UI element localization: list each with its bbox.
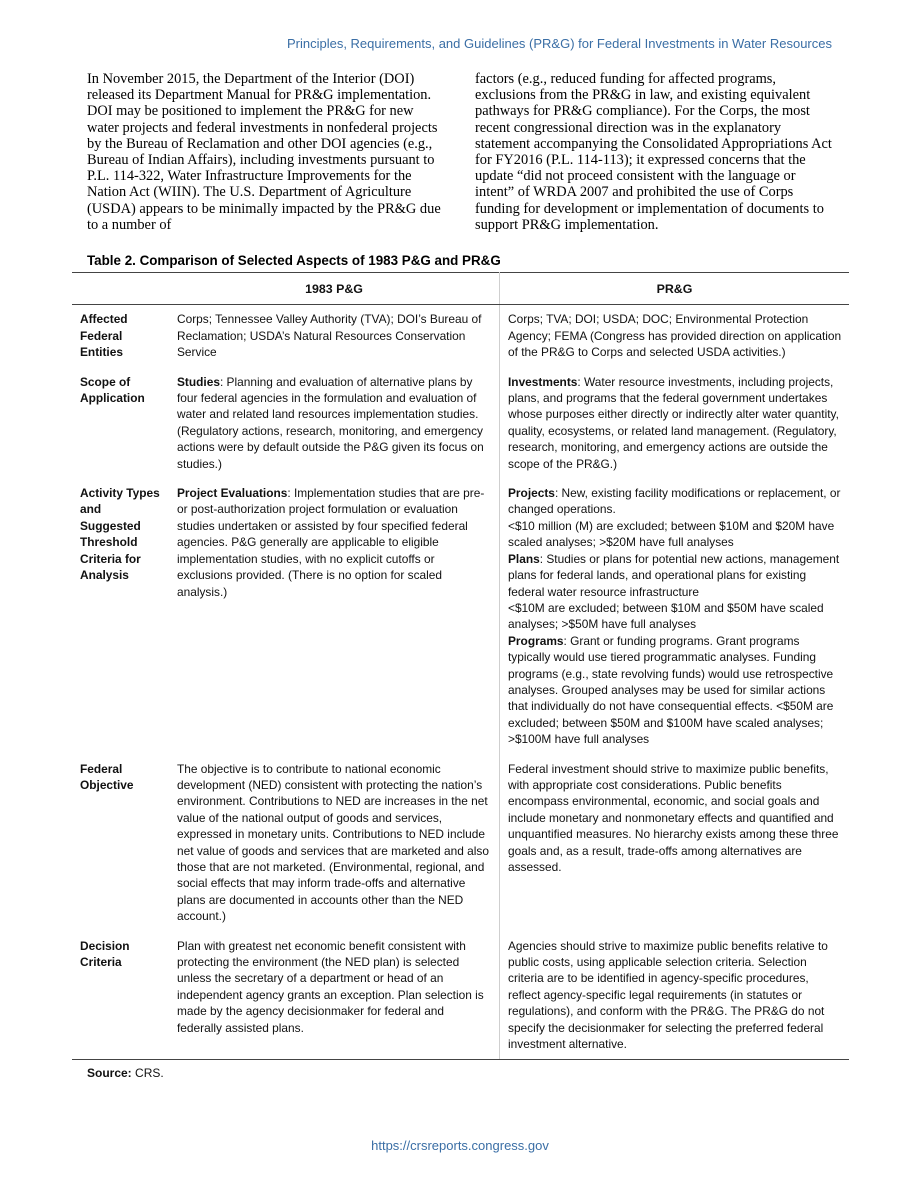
row-label: Activity Types and Suggested Threshold Criteria for Analysis — [80, 486, 160, 583]
cell-prg: Corps; TVA; DOI; USDA; DOC; Environmental Protection Agency; FEMA (Congress has provided direction on application of the PR&G to Corps and selected USDA activities.) — [508, 312, 842, 360]
header-1983-pg: 1983 P&G — [169, 273, 500, 305]
term-project-evaluations: Project Evaluations — [177, 486, 288, 501]
table-row — [72, 479, 849, 755]
cell-text: : Grant or funding programs. Grant programs typically would use tiered programmatic analyses. Funding programs (e.g., state revolving funds) would use retrospective analyses. Grouped analyses may be used for similar actions that individually do not have consequential effects. <$50M are excluded; between $50M and $100M have scaled analyses; >$100M have full analyses — [508, 633, 834, 747]
cell-text: : Water resource investments, including projects, plans, and programs that the federal government undertakes whose purposes either directly or indirectly alter water quantity, quality, ecosystems, or related land management. (Regulatory, research, monitoring, and emergency actions are outside the scope of the PR&G.) — [508, 374, 839, 471]
row-label: Decision Criteria — [72, 932, 169, 1060]
cell-1983-pg — [169, 479, 500, 755]
table-source — [87, 1066, 164, 1080]
cell-text: : Planning and evaluation of alternative plans by four federal agencies in the formulation and evaluation of water and related land resources implementation studies. (Regulatory actions, research, monitoring, and emergency actions were by default outside the P&G given its focus on studies.) — [177, 374, 484, 471]
term-studies: Studies — [177, 374, 220, 389]
intro-text — [87, 71, 834, 233]
cell-1983-pg: Plan with greatest net economic benefit consistent with protecting the environment (the NED plan) is selected unless the secretary of a department or head of an independent agency grants an exception. Plan selection is made by the agency decisionmaker for federal and federally assisted plans. — [169, 932, 500, 1060]
cell-prg — [500, 368, 850, 479]
table-row — [72, 368, 849, 479]
source-label: Source: — [87, 1066, 132, 1080]
cell-1983-pg — [169, 368, 500, 479]
plans-thresholds: <$10M are excluded; between $10M and $50M have scaled analyses; >$50M have full analyses — [508, 600, 824, 632]
comparison-table — [72, 272, 849, 1060]
programs-block — [508, 633, 842, 748]
cell-prg: Federal investment should strive to maximize public benefits, with appropriate cost considerations. Public benefits encompass environmental, economic, and social goals and include monetary and nonmonetary effects and quantified and unquantified measures. No hierarchy exists among these three goals and, as a result, trade-offs among alternatives are assessed. — [508, 761, 839, 874]
intro-left-column — [87, 71, 445, 233]
intro-left-paragraph: In November 2015, the Department of the Interior (DOI) released its Department Manual for PR&G implementation. DOI may be positioned to implement the PR&G for new water projects and federal investments in nonfederal projects by the Bureau of Reclamation and other DOI agencies (e.g., Bureau of Indian Affairs), including investments pursuant to P.L. 114-322, Water Infrastructure Improvements for the Nation Act (WIIN). The U.S. Department of Agriculture (USDA) appears to be minimally impacted by the PR&G due to a number of — [87, 71, 441, 233]
cell-text: : Implementation studies that are pre- or post-authorization project formulation or evaluation studies undertaken or assisted by four specified federal agencies. P&G generally are applicable to eligible implementation studies, with no explicit cutoffs or exclusions provided. (There is no option for scaled analysis.) — [177, 486, 485, 599]
table-row — [72, 755, 849, 932]
table-title: Table 2. Comparison of Selected Aspects of 1983 P&G and PR&G — [87, 253, 501, 268]
term-projects: Projects — [508, 486, 555, 501]
table-header-row — [72, 273, 849, 305]
row-label: Federal Objective — [80, 761, 134, 792]
cell-1983-pg: Corps; Tennessee Valley Authority (TVA); DOI’s Bureau of Reclamation; USDA’s Natural Resources Conservation Service — [169, 305, 500, 368]
projects-block — [508, 485, 842, 518]
intro-right-paragraph: factors (e.g., reduced funding for affected programs, exclusions from the PR&G in law, and existing equivalent pathways for PR&G compliance). For the Corps, the most recent congressional direction was in the explanatory statement accompanying the Consolidated Appropriations Act for FY2016 (P.L. 114-113); it expressed concerns that the update “did not proceed consistent with the language or intent” of WRDA 2007 and prohibited the use of Corps funding for development or implementation of documents to support PR&G implementation. — [475, 71, 832, 233]
table-row — [72, 932, 849, 1060]
cell-prg: Agencies should strive to maximize public benefits relative to public costs, using applicable selection criteria. Selection criteria are to be identified in agency-specific procedures, reflect agency-specific legal requirements (in statutes or regulations), and conform with the PR&G. The PR&G do not specify the decisionmaker for selecting the preferred federal investment alternative. — [500, 932, 850, 1060]
cell-text: : New, existing facility modifications or replacement, or changed operations. — [508, 486, 841, 517]
running-header: Principles, Requirements, and Guidelines (PR&G) for Federal Investments in Water Resources — [286, 36, 832, 51]
term-investments: Investments — [508, 374, 578, 389]
cell-1983-pg: The objective is to contribute to national economic development (NED) consistent with protecting the nation’s environment. Contributions to NED are increases in the net value of the national output of goods and services, expressed in monetary units. Contributions to NED include net value of goods and services that are marketed and also those that are not marketed. (Environmental, regional, and social effects that may inform trade-offs and alternative plans are documented in accounts other than the NED account.) — [169, 755, 500, 932]
header-prg: PR&G — [500, 273, 850, 305]
term-programs: Programs — [508, 633, 564, 648]
table-row — [72, 305, 849, 368]
footer-link[interactable]: https://crsreports.congress.gov — [371, 1138, 549, 1153]
term-plans: Plans — [508, 551, 540, 566]
cell-text: : Studies or plans for potential new actions, management plans for federal lands, and operational plans for existing federal water resource infrastructure — [508, 551, 840, 599]
projects-thresholds: <$10 million (M) are excluded; between $10M and $20M have scaled analyses; >$20M have full analyses — [508, 518, 835, 550]
source-value: CRS. — [131, 1066, 164, 1080]
row-label: Scope of Application — [80, 374, 145, 406]
header-blank — [72, 273, 169, 305]
plans-block — [508, 551, 842, 600]
cell-prg — [500, 479, 850, 755]
intro-right-column — [475, 71, 833, 233]
row-label: Affected Federal Entities — [80, 312, 128, 360]
